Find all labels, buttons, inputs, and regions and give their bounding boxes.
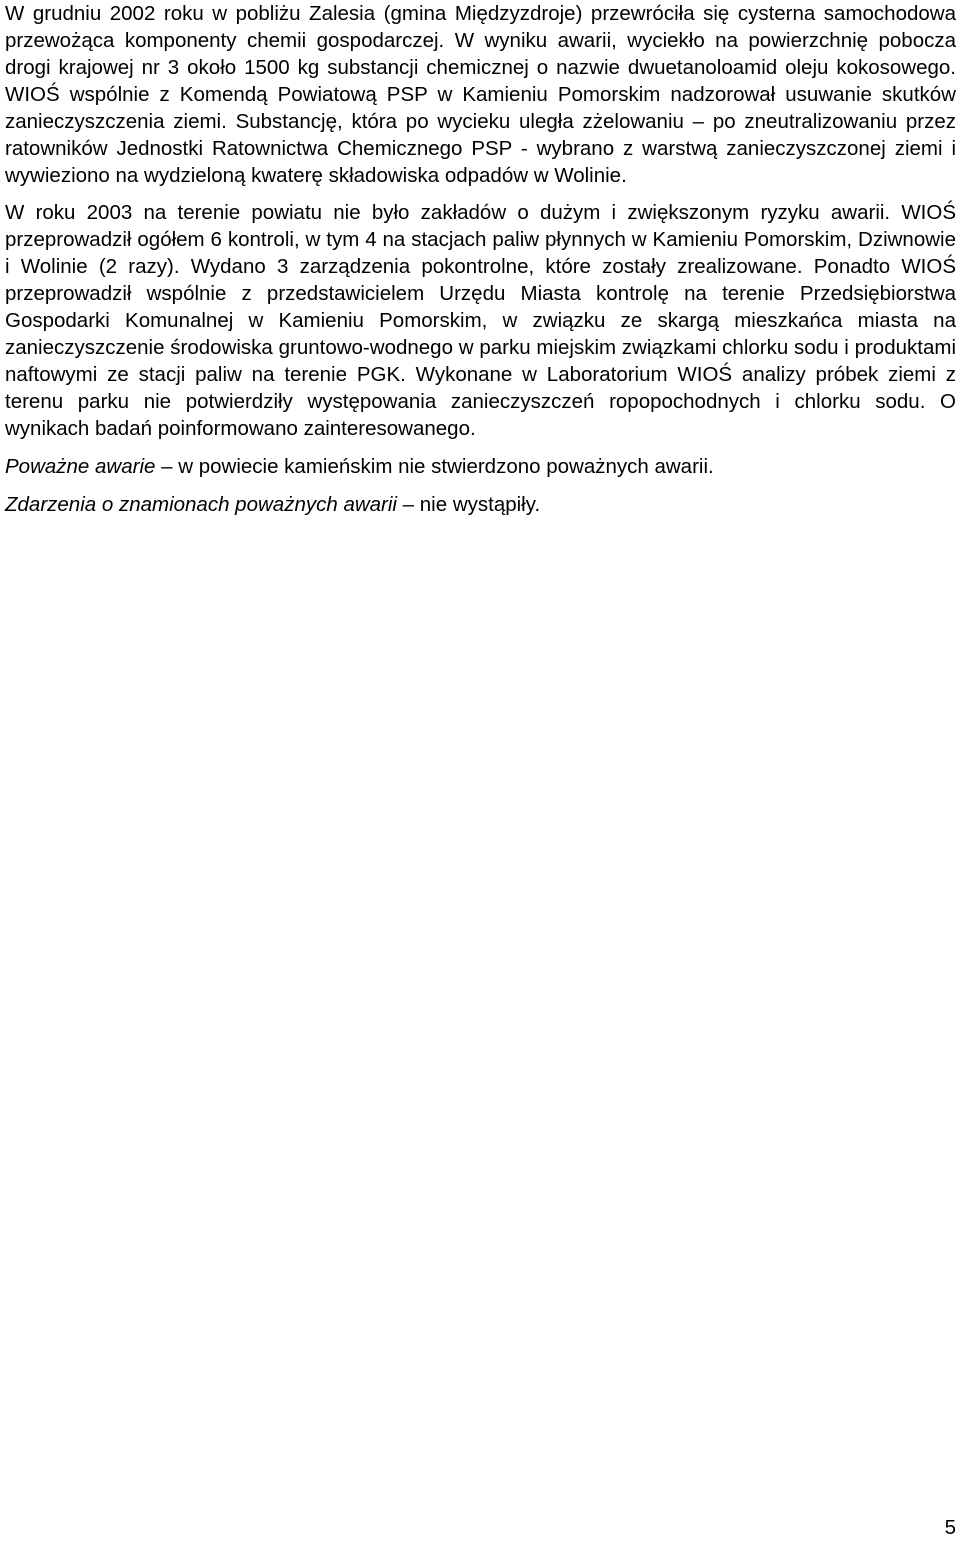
serious-failures-term: Poważne awarie <box>5 455 156 478</box>
serious-failures-text: – w powiecie kamieńskim nie stwierdzono poważnych awarii. <box>155 455 714 478</box>
page-content <box>5 0 956 518</box>
paragraph-2003-inspections: W roku 2003 na terenie powiatu nie było zakładów o dużym i zwiększonym ryzyku awarii. WIOŚ przeprowadził ogółem 6 kontroli, w tym 4 na stacjach paliw płynnych w Kamieniu Pomorskim, Dziwnowie i Wolinie (2 razy). Wydano 3 zarządzenia pokontrolne, które zostały zrealizowane. Ponadto WIOŚ przeprowadził wspólnie z przedstawicielem Urzędu Miasta kontrolę na terenie Przedsiębiorstwa Gospodarki Komunalnej w Kamieniu Pomorskim, w związku ze skargą mieszkańca miasta na zanieczyszczenie środowiska gruntowo-wodnego w parku miejskim związkami chlorku sodu i produktami naftowymi ze stacji paliw na terenie PGK. Wykonane w Laboratorium WIOŚ analizy próbek ziemi z terenu parku nie potwierdziły występowania zanieczyszczeń ropopochodnych i chlorku sodu. O wynikach badań poinformowano zainteresowanego. <box>5 201 956 440</box>
paragraph-serious-failures <box>5 453 956 480</box>
incidents-text: – nie wystąpiły. <box>396 493 541 516</box>
page-number: 5 <box>944 1516 956 1539</box>
incidents-term: Zdarzenia o znamionach poważnych awarii <box>5 493 397 516</box>
paragraph-zalesie-accident: W grudniu 2002 roku w pobliżu Zalesia (gmina Międzyzdroje) przewróciła się cysterna samochodowa przewożąca komponenty chemii gospodarczej. W wyniku awarii, wyciekło na powierzchnię pobocza drogi krajowej nr 3 około 1500 kg substancji chemicznej o nazwie dwuetanoloamid oleju kokosowego. WIOŚ wspólnie z Komendą Powiatową PSP w Kamieniu Pomorskim nadzorował usuwanie skutków zanieczyszczenia ziemi. Substancję, która po wycieku uległa zżelowaniu – po zneutralizowaniu przez ratowników Jednostki Ratownictwa Chemicznego PSP - wybrano z warstwą zanieczyszczonej ziemi i wywieziono na wydzieloną kwaterę składowiska odpadów w Wolinie. <box>5 2 956 187</box>
paragraph-incidents <box>5 491 956 518</box>
